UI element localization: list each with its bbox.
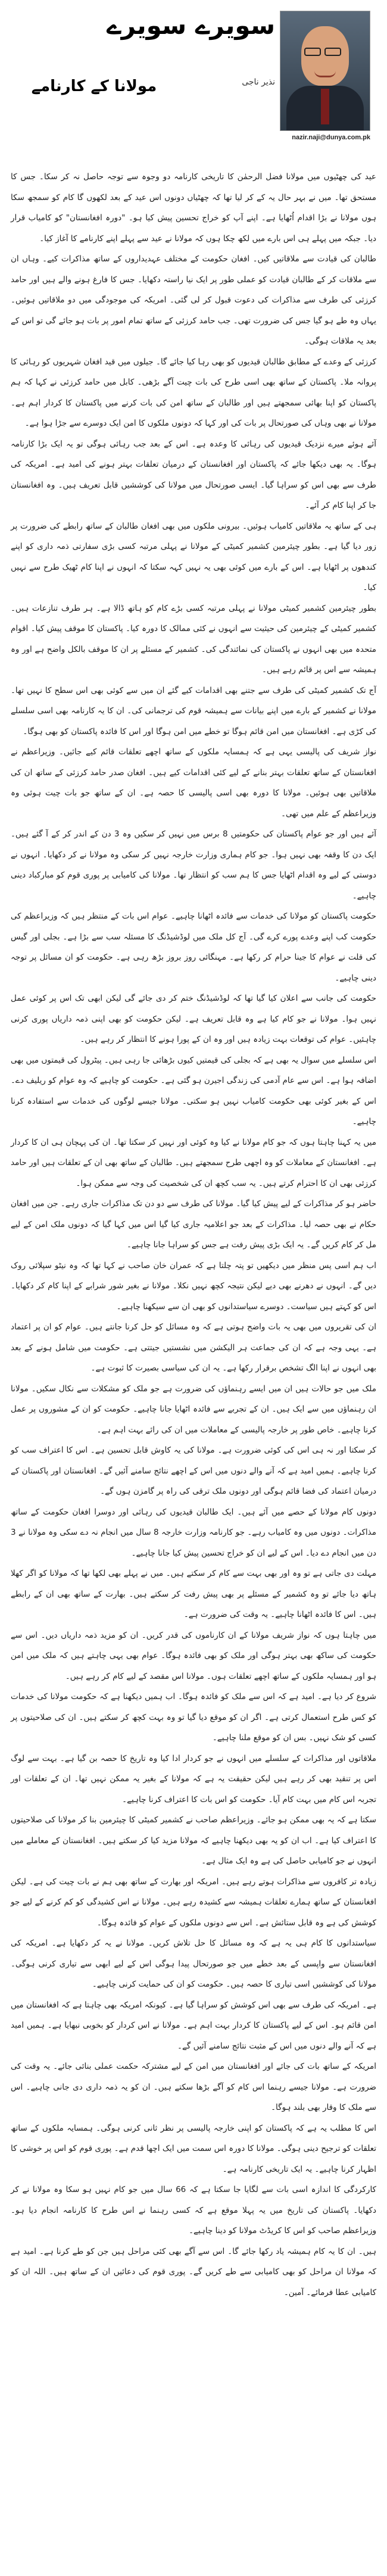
article-paragraph: سکتا ہے کہ یہ بھی ممکن ہو جائے۔ وزیراعظم صاحب نے کشمیر کمیٹی کا چیئرمین بنا کر مولانا کی صلاحیتوں کا اعتراف کیا ہے۔ اب ان کو یہ بھی دیکھنا چاہیے کہ مولانا مزید کیا کر سکتے ہیں۔ افغانستان کے معاملے میں انہوں نے جو کامیابی حاصل کی ہے وہ ایک مثال ہے۔ [11, 1815, 376, 1866]
column-title: مولانا کے کارنامے [31, 77, 157, 95]
article-paragraph: ہی کے ساتھ یہ ملاقاتیں کامیاب ہوئیں۔ بیرونی ملکوں میں بھی افغان طالبان کے ساتھ رابطے کی ضرورت پر زور دیا گیا ہے۔ بطور چیئرمین کشمیر کمیٹی کے مولانا نے پہلی مرتبہ کسی بڑی سفارتی ذمہ داری کو اپنے کندھوں پر اٹھایا ہے۔ اس کے بارے میں کوئی بھی یہ نہیں کہہ سکتا کہ انہوں نے اپنا کام ٹھیک طرح سے نہیں کیا۔ [11, 521, 376, 592]
article-paragraph: آئے ہیں اور جو عوام پاکستان کی حکومتیں 8 برس میں نہیں کر سکیں وہ 3 دن کے اندر کر کے آ گئے ہیں۔ ایک دن کا وقفہ بھی نہیں ہوا۔ جو کام ہماری وزارت خارجہ نہیں کر سکی وہ مولانا نے کر دکھایا۔ انہوں نے دوستی کے لیے وہ اقدام اٹھایا جس کا ہم سب کو انتظار تھا۔ مولانا کی کامیابی پر پوری قوم کو مبارکباد دینی چاہیے۔ [11, 829, 376, 901]
article-paragraph: حکومت پاکستان کو مولانا کی خدمات سے فائدہ اٹھانا چاہیے۔ عوام اس بات کے منتظر ہیں کہ وزیراعظم کی حکومت کب اپنے وعدے پورے کرے گی۔ آج کل ملک میں لوڈشیڈنگ کا مسئلہ سب سے بڑا ہے۔ بجلی اور گیس کی قلت نے عوام کا جینا حرام کر رکھا ہے۔ مہنگائی روز بروز بڑھ رہی ہے۔ حکومت کو ان مسائل پر توجہ دینی چاہیے۔ [11, 911, 376, 983]
article-paragraph: میں یہ کہنا چاہتا ہوں کہ جو کام مولانا نے کیا وہ کوئی اور نہیں کر سکتا تھا۔ ان کی پہچان ہی ان کا کردار ہے۔ افغانستان کے معاملات کو وہ اچھی طرح سمجھتے ہیں۔ طالبان کے ساتھ بھی ان کے تعلقات ہیں اور حامد کرزئی بھی ان کا احترام کرتے ہیں۔ یہ سب کچھ ان کی شخصیت کی وجہ سے ممکن ہوا۔ [11, 1137, 376, 1188]
article-paragraph: سیاستدانوں کا کام ہی یہ ہے کہ وہ مسائل کا حل تلاش کریں۔ مولانا نے یہ کر دکھایا ہے۔ امریکہ کی افغانستان سے واپسی کے بعد خطے میں جو صورتحال پیدا ہوگی اس کے لیے ابھی سے تیاری کرنی ہوگی۔ مولانا کی کوششیں اسی تیاری کا حصہ ہیں۔ حکومت کو ان کی حمایت کرنی چاہیے۔ [11, 1938, 376, 1989]
article-paragraph: ملاقاتوں اور مذاکرات کے سلسلے میں انہوں نے جو کردار ادا کیا وہ تاریخ کا حصہ بن گیا ہے۔ بہت سے لوگ اس پر تنقید بھی کر رہے ہیں لیکن حقیقت یہ ہے کہ مولانا کے بغیر یہ ممکن نہیں تھا۔ ان کے تعلقات اور تجربہ اس کام میں بہت کام آیا۔ حکومت کو اس بات کا اعتراف کرنا چاہیے۔ [11, 1753, 376, 1804]
article-paragraph: حاضر ہو کر مذاکرات کے لیے پیش کیا گیا۔ مولانا کی طرف سے دو دن تک مذاکرات جاری رہے۔ جن میں افغان حکام نے بھی حصہ لیا۔ مذاکرات کے بعد جو اعلامیہ جاری کیا گیا اس میں کہا گیا کہ دونوں ملک امن کے لیے مل کر کام کریں گے۔ یہ ایک بڑی پیش رفت ہے جس کو سراہا جانا چاہیے۔ [11, 1199, 376, 1250]
author-photo [280, 11, 370, 131]
article-paragraph: شروع کر دیا ہے۔ امید ہے کہ اس سے ملک کو فائدہ ہوگا۔ اب ہمیں دیکھنا ہے کہ حکومت مولانا کی خدمات کو کس طرح استعمال کرتی ہے۔ اگر ان کو موقع دیا گیا تو وہ بہت کچھ کر سکتے ہیں۔ ان کی صلاحیتوں پر کسی کو شک نہیں۔ بس ان کو موقع ملنا چاہیے۔ [11, 1692, 376, 1743]
article-paragraph: حکومت کی جانب سے اعلان کیا گیا تھا کہ لوڈشیڈنگ ختم کر دی جائے گی لیکن ابھی تک اس پر کوئی عمل نہیں ہوا۔ مولانا نے جو کام کیا ہے وہ قابل تعریف ہے۔ لیکن حکومت کو بھی اپنی ذمہ داریاں پوری کرنی چاہئیں۔ عوام کی توقعات بہت زیادہ ہیں اور وہ ان کے پورا ہونے کا انتظار کر رہے ہیں۔ [11, 994, 376, 1044]
article-paragraph: امریکہ کے ساتھ بات کی جائے اور افغانستان میں امن کے لیے مشترکہ حکمت عملی بنائی جائے۔ یہ وقت کی ضرورت ہے۔ مولانا جیسے رہنما اس کام کو آگے بڑھا سکتے ہیں۔ ان کو یہ ذمہ داری دی جانی چاہیے۔ اس سے ملک کا وقار بھی بلند ہوگا۔ [11, 2062, 376, 2112]
article-paragraph: کارکردگی کا اندازہ اسی بات سے لگایا جا سکتا ہے کہ 66 سال میں جو کام نہیں ہو سکا وہ مولانا نے کر دکھایا۔ پاکستان کی تاریخ میں یہ پہلا موقع ہے کہ کسی رہنما نے اس طرح کا کارنامہ انجام دیا ہو۔ وزیراعظم صاحب کو اس کا کریڈٹ مولانا کو دینا چاہیے۔ [11, 2185, 376, 2235]
article-paragraph: مہلت دی جاتی ہے تو وہ اور بھی بہت سے کام کر سکتے ہیں۔ میں نے پہلے بھی لکھا تھا کہ مولانا کو اگر کھلا ہاتھ دیا جائے تو وہ کشمیر کے مسئلے پر بھی پیش رفت کر سکتے ہیں۔ بھارت کے ساتھ بھی ان کے رابطے ہیں۔ اس کا فائدہ اٹھانا چاہیے۔ یہ وقت کی ضرورت ہے۔ [11, 1569, 376, 1619]
article-paragraph: بطور چیئرمین کشمیر کمیٹی مولانا نے پہلی مرتبہ کسی بڑے کام کو ہاتھ ڈالا ہے۔ ہر طرف تنازعات ہیں۔ کشمیر کمیٹی کے چیئرمین کی حیثیت سے انہوں نے کئی ممالک کا دورہ کیا۔ پاکستان کا موقف پیش کیا۔ اقوام متحدہ میں بھی انہوں نے پاکستان کی نمائندگی کی۔ کشمیر کے مسئلے پر ان کا موقف بالکل واضح ہے اور وہ ہمیشہ سے اس پر قائم رہے ہیں۔ [11, 603, 376, 675]
article-paragraph: ہیں۔ ان کا یہ کام ہمیشہ یاد رکھا جائے گا۔ اس سے آگے بھی کئی مراحل ہیں جن کو طے کرنا ہے۔ امید ہے کہ مولانا ان مراحل کو بھی کامیابی سے طے کریں گے۔ پوری قوم کی دعائیں ان کے ساتھ ہیں۔ اللہ ان کو کامیابی عطا فرمائے۔ آمین۔ [11, 2246, 376, 2297]
article-paragraph: اس سلسلے میں سوال یہ بھی ہے کہ بجلی کی قیمتیں کیوں بڑھائی جا رہی ہیں۔ پیٹرول کی قیمتوں میں بھی اضافہ ہوا ہے۔ اس سے عام آدمی کی زندگی اجیرن ہو گئی ہے۔ حکومت کو چاہیے کہ وہ عوام کو ریلیف دے۔ اس کے بغیر کوئی بھی حکومت کامیاب نہیں ہو سکتی۔ مولانا جیسے لوگوں کی خدمات سے استفادہ کرنا چاہیے۔ [11, 1055, 376, 1126]
author-email[interactable]: nazir.naji@dunya.com.pk [292, 134, 370, 141]
article-paragraph: عید کی چھٹیوں میں مولانا فضل الرحمٰن کا تاریخی کارنامہ دو وجوہ سے توجہ حاصل نہ کر سکا۔ جس کا مستحق تھا۔ میں نے بہر حال یہ کے کر لیا تھا کہ چھٹیاں دونوں اس عید کے بعد لکھوں گا کام کو سمجھ سکا ہوں مولانا نے بڑا اقدام اُٹھایا ہے۔ اپنے آپ کو خراج تحسین پیش کیا ہو۔ "دورہ افغانستان" کو کامیاب قرار دیا۔ جبکہ میں پہلے ہی اس بارے میں لکھ چکا ہوں کہ مولانا نے عید سے پہلے اپنے کارنامے کا آغاز کیا۔ [11, 172, 376, 243]
article-paragraph: کر سکتا اور نہ ہی اس کی کوئی ضرورت ہے۔ مولانا کی یہ کاوش قابل تحسین ہے۔ اس کا اعتراف سب کو کرنا چاہیے۔ ہمیں امید ہے کہ آنے والے دنوں میں اس کے اچھے نتائج سامنے آئیں گے۔ افغانستان اور پاکستان کے درمیان اعتماد کی فضا قائم ہوگی اور دونوں ملک ترقی کی راہ پر گامزن ہوں گے۔ [11, 1445, 376, 1496]
article-paragraph: زیادہ تر کافروں سے مذاکرات ہوتے رہے ہیں۔ امریکہ اور بھارت کے ساتھ بھی ہم نے بات چیت کی ہے۔ لیکن افغانستان کے ساتھ ہمارے تعلقات ہمیشہ سے کشیدہ رہے ہیں۔ مولانا نے اس کشیدگی کو کم کرنے کے لیے جو کوشش کی ہے وہ قابل ستائش ہے۔ اس سے دونوں ملکوں کے عوام کو فائدہ ہوگا۔ [11, 1876, 376, 1928]
article-paragraph: اس کا مطلب یہ ہے کہ پاکستان کو اپنی خارجہ پالیسی پر نظر ثانی کرنی ہوگی۔ ہمسایہ ملکوں کے ساتھ تعلقات کو ترجیح دینی ہوگی۔ مولانا کا دورہ اس سمت میں ایک اچھا قدم ہے۔ پوری قوم کو اس پر خوشی کا اظہار کرنا چاہیے۔ یہ ایک تاریخی کارنامہ ہے۔ [11, 2123, 376, 2174]
column-masthead: سویرے سویرے [107, 11, 275, 40]
article-paragraph: نواز شریف کی پالیسی یہی ہے کہ ہمسایہ ملکوں کے ساتھ اچھے تعلقات قائم کیے جائیں۔ وزیراعظم نے افغانستان کے ساتھ تعلقات بہتر بنانے کے لیے کئی اقدامات کیے ہیں۔ افغان صدر حامد کرزئی کے ساتھ ان کی ملاقاتیں بھی ہوئیں۔ مولانا کا دورہ بھی اسی پالیسی کا حصہ ہے۔ ان کے ساتھ جو بات چیت ہوئی وہ وزیراعظم کے علم میں تھی۔ [11, 747, 376, 819]
article-body [11, 167, 376, 2303]
article-paragraph: دونوں کام مولانا کے حصے میں آئے ہیں۔ ایک طالبان قیدیوں کی رہائی اور دوسرا افغان حکومت کے ساتھ مذاکرات۔ دونوں میں وہ کامیاب رہے۔ جو کارنامہ وزارت خارجہ 8 سال میں انجام نہ دے سکی وہ مولانا نے 3 دن میں انجام دے دیا۔ اس کے لیے ان کو خراج تحسین پیش کیا جانا چاہیے۔ [11, 1507, 376, 1558]
author-photo-glasses [304, 47, 346, 55]
article-paragraph: ہے۔ امریکہ کی طرف سے بھی اس کوشش کو سراہا گیا ہے۔ کیونکہ امریکہ بھی چاہتا ہے کہ افغانستان میں امن قائم ہو۔ اس کے لیے پاکستان کا کردار بہت اہم ہے۔ مولانا نے اس کردار کو بخوبی نبھایا ہے۔ ہمیں امید ہے کہ آنے والے دنوں میں اس کے مثبت نتائج سامنے آئیں گے۔ [11, 2000, 376, 2051]
article-paragraph: طالبان کی قیادت سے ملاقاتیں کیں۔ افغان حکومت کے مختلف عہدیداروں کے ساتھ مذاکرات کیے۔ وہاں ان سے ملاقات کر کے طالبان قیادت کو عملی طور پر ایک نیا راستہ دکھایا۔ جس کا فارغ ہونے والے ہیں اور حامد کرزئی کی طرف سے مذاکرات کی دعوت قبول کر لی گئی۔ امریکہ کی موجودگی میں دو ملاقاتیں ہوئیں۔ یہاں وہ طے ہو گیا جس کی ضرورت تھی۔ جب حامد کرزئی کے ساتھ تمام امور پر بات ہو جائے گی تو اس کے بعد یہ ملاقات ہوگی۔ [11, 254, 376, 346]
article-paragraph: آج تک کشمیر کمیٹی کی طرف سے جتنے بھی اقدامات کیے گئے ان میں سے کوئی بھی اس سطح کا نہیں تھا۔ مولانا نے کشمیر کے بارے میں اپنے بیانات سے ہمیشہ قوم کی ترجمانی کی۔ ان کا یہ کارنامہ بھی اسی سلسلے کی کڑی ہے۔ افغانستان میں امن قائم ہوگا تو خطے میں امن ہوگا اور اس کا فائدہ پاکستان کو بھی ہوگا۔ [11, 685, 376, 736]
article-paragraph: اب ہم اسی پس منظر میں دیکھیں تو پتہ چلتا ہے کہ عمران خان صاحب نے کہا تھا کہ وہ نیٹو سپلائی روک دیں گے۔ انہوں نے دھرنے بھی دیے لیکن نتیجہ کچھ نہیں نکلا۔ مولانا نے بغیر شور شرابے کے اپنا کام کر دکھایا۔ اس کو کہتے ہیں سیاست۔ دوسرے سیاستدانوں کو بھی ان سے سیکھنا چاہیے۔ [11, 1260, 376, 1312]
author-name: نذیر ناجی [242, 77, 275, 87]
article-paragraph: کرزئی کے وعدے کے مطابق طالبان قیدیوں کو بھی رہا کیا جائے گا۔ جیلوں میں قید افغان شہریوں کو رہائی کا پروانہ ملا۔ پاکستان کے ساتھ بھی اسی طرح کی بات چیت آگے بڑھی۔ کابل میں حامد کرزئی نے کہا کہ ہم پاکستان کو اپنا بھائی سمجھتے ہیں اور طالبان کے ساتھ امن کی بات کرنے میں پاکستان کا کردار اہم ہے۔ مولانا نے بھی وہاں کی صورتحال پر بات کی اور کہا کہ دونوں ملکوں کا امن ایک دوسرے سے جڑا ہوا ہے۔ [11, 357, 376, 428]
article-paragraph: آئے ہوئے میرے نزدیک قیدیوں کی رہائی کا وعدہ ہے۔ اس کے بعد جب رہائی ہوگی تو یہ ایک بڑا کارنامہ ہوگا۔ یہ بھی دیکھا جائے کہ پاکستان اور افغانستان کے درمیان تعلقات بہتر ہونے کی امید ہے۔ امریکہ کی طرف سے بھی اس کو سراہا گیا۔ ایسی صورتحال میں مولانا کی کوششیں قابل تعریف ہیں۔ وہ افغانستان جا کر اپنا کام کر آئے۔ [11, 439, 376, 510]
article-paragraph: ملک میں جو حالات ہیں ان میں ایسے رہنماؤں کی ضرورت ہے جو ملک کو مشکلات سے نکال سکیں۔ مولانا ان رہنماؤں میں سے ایک ہیں۔ ان کے تجربے سے فائدہ اٹھایا جانا چاہیے۔ حکومت کو ان کے مشوروں پر عمل کرنا چاہیے۔ خاص طور پر خارجہ پالیسی کے معاملات میں ان کی رائے بہت اہم ہے۔ [11, 1384, 376, 1435]
author-photo-smile [314, 71, 336, 77]
article-paragraph: میں چاہتا ہوں کہ نواز شریف مولانا کے ان کارناموں کی قدر کریں۔ ان کو مزید ذمہ داریاں دیں۔ اس سے حکومت کی ساکھ بھی بہتر ہوگی اور ملک کو بھی فائدہ ہوگا۔ عوام بھی یہی چاہتے ہیں کہ ملک میں امن ہو اور ہمسایہ ملکوں کے ساتھ اچھے تعلقات ہوں۔ مولانا اس مقصد کے لیے کام کر رہے ہیں۔ [11, 1630, 376, 1681]
author-photo-tie [321, 89, 329, 124]
article-paragraph: ان کی تقریروں میں بھی یہ بات واضح ہوتی ہے کہ وہ مسائل کو حل کرنا جانتے ہیں۔ عوام کو ان پر اعتماد ہے۔ یہی وجہ ہے کہ ان کی جماعت ہر الیکشن میں نشستیں جیتتی ہے۔ حکومت میں شامل ہونے کے بعد بھی انہوں نے اپنا الگ تشخص برقرار رکھا ہے۔ یہ ان کی سیاسی بصیرت کا ثبوت ہے۔ [11, 1322, 376, 1373]
column-header [11, 6, 376, 155]
